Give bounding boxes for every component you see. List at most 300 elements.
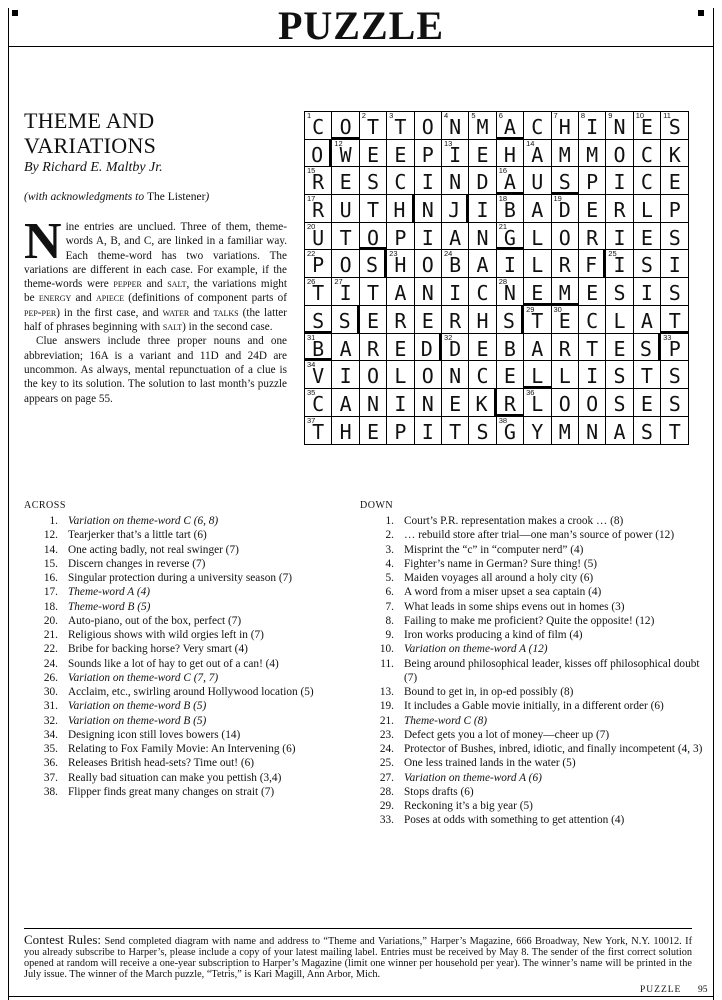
footer-rule [8,996,714,997]
grid-cell[interactable] [552,389,579,417]
grid-letter: S [613,391,626,416]
grid-cell[interactable] [305,140,332,168]
grid-cell[interactable] [387,278,414,306]
grid-letter: E [339,170,352,195]
grid-cell[interactable] [360,112,387,140]
grid-letter: I [613,253,626,278]
grid-cell[interactable] [332,112,359,140]
grid-cell[interactable] [332,389,359,417]
grid-cell[interactable] [524,417,551,445]
grid-cell[interactable] [305,361,332,389]
down-clue [360,699,710,713]
grid-cell[interactable] [360,361,387,389]
grid-cell[interactable] [305,417,332,445]
grid-cell[interactable] [661,334,688,362]
grid-cell[interactable] [442,112,469,140]
grid-cell[interactable] [661,389,688,417]
grid-cell[interactable] [579,306,606,334]
grid-letter: L [531,391,544,416]
across-clue [24,514,354,528]
clue-text: Fighter’s name in German? Sure thing! (5) [404,557,598,570]
grid-cell[interactable] [305,223,332,251]
clue-text: Sounds like a lot of hay to get out of a can! (4) [68,657,279,670]
grid-letter: O [586,391,599,416]
grid-cell[interactable] [442,278,469,306]
grid-letter: H [393,198,406,223]
grid-cell[interactable] [524,334,551,362]
grid-cell[interactable] [387,334,414,362]
grid-cell[interactable] [305,167,332,195]
grid-letter: D [558,198,571,223]
grid-letter: E [531,281,544,306]
clue-number: 9 [608,111,613,120]
ack-suffix: ) [205,191,210,203]
grid-cell[interactable] [634,167,661,195]
grid-cell[interactable] [469,361,496,389]
grid-letter: T [312,281,325,306]
grid-letter: A [339,336,352,361]
grid-cell[interactable] [360,306,387,334]
example-word: salt [162,321,183,334]
clue-num: 6. [385,586,394,599]
grid-cell[interactable] [552,195,579,223]
grid-letter: I [421,419,434,444]
down-clue [360,771,710,785]
grid-cell[interactable] [360,278,387,306]
grid-cell[interactable] [552,112,579,140]
clue-number: 5 [471,111,476,120]
grid-cell[interactable] [497,361,524,389]
grid-letter: P [312,253,325,278]
grid-letter: E [558,308,571,333]
down-clue [360,742,710,756]
grid-cell[interactable] [552,417,579,445]
clue-text: A word from a miser upset a sea captain (4) [404,586,602,599]
grid-cell[interactable] [497,334,524,362]
grid-cell[interactable] [579,334,606,362]
clue-num: 35. [43,743,58,755]
grid-cell[interactable] [305,278,332,306]
grid-letter: T [531,308,544,333]
grid-cell[interactable] [524,361,551,389]
intro-text-run: ) in the second case. [182,321,273,334]
grid-cell[interactable] [606,112,633,140]
across-clue [24,571,354,585]
grid-cell[interactable] [497,223,524,251]
grid-letter: V [312,364,325,389]
grid-cell[interactable] [360,140,387,168]
clue-num: 21. [379,714,394,727]
grid-cell[interactable] [552,278,579,306]
clue-num: 13. [379,686,394,698]
grid-letter: S [668,391,681,416]
grid-cell[interactable] [552,140,579,168]
grid-cell[interactable] [332,334,359,362]
example-word: pep-per [24,306,57,319]
grid-cell[interactable] [415,306,442,334]
grid-cell[interactable] [360,167,387,195]
clue-number: 29 [526,304,535,314]
grid-cell[interactable] [387,140,414,168]
grid-cell[interactable] [606,195,633,223]
grid-cell[interactable] [661,223,688,251]
grid-cell[interactable] [606,306,633,334]
grid-cell[interactable] [332,417,359,445]
grid-cell[interactable] [524,195,551,223]
grid-cell[interactable] [634,361,661,389]
grid-cell[interactable] [442,140,469,168]
clue-text: What leads in some ships evens out in homes (3) [404,600,625,613]
clue-text: Court’s P.R. representation makes a crook … (8) [404,515,624,527]
across-clue [24,614,354,628]
grid-cell[interactable] [497,112,524,140]
grid-cell[interactable] [524,306,551,334]
down-clue [360,813,710,827]
grid-cell[interactable] [305,389,332,417]
grid-letter: B [503,336,516,361]
clue-num: 1. [49,515,58,527]
clue-number: 1 [307,111,312,120]
grid-cell[interactable] [497,417,524,445]
clue-text: Auto-piano, out of the box, perfect (7) [68,614,242,627]
grid-cell[interactable] [661,250,688,278]
clue-text: Bribe for backing horse? Very smart (4) [68,643,248,656]
clue-num: 28. [379,785,394,798]
intro-paragraph-2: Clue answers include three proper nouns and one abbreviation; 16A is a variant and 11D and 24D are uncommon. As always, mental repunctuation of a clue is the key to its solution. The solution to last month’s puzzle appears on page 55. [24,335,287,405]
page-title: PUZZLE [277,3,445,48]
grid-cell[interactable] [524,278,551,306]
grid-cell[interactable] [497,250,524,278]
grid-cell[interactable] [497,140,524,168]
grid-letter: M [558,142,571,167]
grid-cell[interactable] [524,167,551,195]
grid-cell[interactable] [497,389,524,417]
grid-letter: G [503,419,516,444]
grid-cell[interactable] [332,140,359,168]
grid-letter: N [613,115,626,139]
clue-number: 3 [389,111,394,120]
grid-cell[interactable] [606,361,633,389]
grid-letter: C [586,308,599,333]
grid-cell[interactable] [360,223,387,251]
clue-text: One less trained lands in the water (5) [404,757,576,770]
grid-cell[interactable] [579,195,606,223]
grid-letter: A [503,115,516,139]
grid-cell[interactable] [552,223,579,251]
grid-cell[interactable] [579,250,606,278]
clue-number: 30 [553,304,562,314]
grid-letter: N [449,170,462,195]
grid-letter: E [366,419,379,444]
grid-letter: H [394,253,407,278]
grid-cell[interactable] [661,417,688,445]
grid-cell[interactable] [497,195,524,223]
puzzle-title: THEME AND VARIATIONS [24,108,157,158]
grid-cell[interactable] [415,278,442,306]
grid-cell[interactable] [606,140,633,168]
grid-cell[interactable] [415,167,442,195]
grid-letter: T [668,419,681,444]
clue-num: 30. [43,686,58,698]
grid-cell[interactable] [469,278,496,306]
grid-cell[interactable] [469,195,496,223]
down-clue [360,614,710,628]
clue-number: 24 [443,249,453,259]
down-clue [360,628,710,642]
grid-cell[interactable] [442,389,469,417]
clue-num: 5. [385,572,394,584]
grid-cell[interactable] [661,361,688,389]
grid-cell[interactable] [606,389,633,417]
grid-cell[interactable] [469,140,496,168]
grid-cell[interactable] [387,361,414,389]
grid-cell[interactable] [332,223,359,251]
grid-cell[interactable] [661,140,688,168]
grid-letter: S [338,308,351,333]
grid-cell[interactable] [469,167,496,195]
grid-letter: I [339,281,352,306]
grid-cell[interactable] [415,195,442,223]
down-clue-list [360,514,710,828]
grid-cell[interactable] [524,140,551,168]
grid-letter: C [531,115,544,139]
grid-cell[interactable] [415,361,442,389]
grid-letter: N [476,225,489,250]
grid-cell[interactable] [497,167,524,195]
grid-cell[interactable] [579,167,606,195]
clue-num: 38. [43,785,58,798]
grid-cell[interactable] [442,195,469,223]
grid-letter: T [366,281,379,306]
clue-num: 4. [385,557,394,570]
clue-num: 16. [43,572,58,584]
grid-cell[interactable] [360,417,387,445]
grid-cell[interactable] [360,334,387,362]
grid-cell[interactable] [469,250,496,278]
grid-cell[interactable] [661,278,688,306]
grid-cell[interactable] [360,250,387,278]
grid-cell[interactable] [634,334,661,362]
grid-cell[interactable] [442,250,469,278]
grid-cell[interactable] [305,306,332,334]
grid-cell[interactable] [634,223,661,251]
grid-letter: I [586,115,599,139]
grid-cell[interactable] [360,195,387,223]
grid-cell[interactable] [497,278,524,306]
across-clue [24,585,354,599]
clue-text: Being around philosophical leader, kisses off philosophical doubt (7) [404,657,700,684]
grid-cell[interactable] [661,167,688,195]
grid-cell[interactable] [606,223,633,251]
grid-cell[interactable] [634,250,661,278]
grid-cell[interactable] [606,167,633,195]
grid-letter: R [613,198,626,223]
grid-cell[interactable] [497,306,524,334]
grid-cell[interactable] [634,306,661,334]
grid-letter: L [531,225,544,250]
grid-cell[interactable] [606,250,633,278]
across-clue [24,756,354,770]
grid-letter: S [613,281,626,306]
clue-number: 22 [307,249,316,259]
grid-letter: O [558,225,571,250]
clue-text: Bound to get in, in op-ed possibly (8) [404,686,574,698]
clue-text: Variation on theme-word B (5) [68,700,207,713]
grid-letter: N [449,115,462,139]
grid-letter: L [558,364,571,389]
grid-letter: T [668,308,681,333]
grid-cell[interactable] [579,417,606,445]
grid-letter: I [476,198,489,223]
grid-cell[interactable] [524,389,551,417]
grid-cell[interactable] [524,250,551,278]
grid-cell[interactable] [415,417,442,445]
across-clue [24,543,354,557]
grid-letter: A [640,308,653,333]
grid-cell[interactable] [606,334,633,362]
grid-cell[interactable] [387,195,414,223]
grid-cell[interactable] [415,223,442,251]
drop-cap: N [24,213,62,270]
clue-text: Theme-word A (4) [68,586,151,599]
clue-number: 23 [389,249,398,259]
grid-letter: A [339,391,352,416]
clue-number: 37 [307,415,316,425]
grid-cell[interactable] [579,389,606,417]
grid-letter: H [558,115,571,139]
down-clue [360,514,710,528]
clue-num: 14. [43,543,58,556]
grid-letter: T [394,115,407,139]
grid-cell[interactable] [634,278,661,306]
clue-text: Discern changes in reverse (7) [68,557,206,570]
grid-cell[interactable] [469,334,496,362]
grid-cell[interactable] [387,250,414,278]
clue-text: Misprint the “c” in “computer nerd” (4) [404,543,584,556]
grid-letter: O [421,364,434,389]
example-word: talks [213,306,239,319]
grid-cell[interactable] [442,306,469,334]
down-clue [360,785,710,799]
grid-letter: T [366,115,379,139]
grid-cell[interactable] [387,167,414,195]
grid-cell[interactable] [469,389,496,417]
grid-cell[interactable] [469,306,496,334]
clue-num: 17. [43,586,58,599]
grid-cell[interactable] [579,278,606,306]
clue-num: 33. [379,814,394,827]
grid-cell[interactable] [442,417,469,445]
grid-letter: E [613,336,626,361]
grid-cell[interactable] [387,306,414,334]
grid-cell[interactable] [634,417,661,445]
grid-cell[interactable] [634,195,661,223]
clue-number: 11 [663,111,671,120]
grid-cell[interactable] [579,112,606,140]
grid-cell[interactable] [524,223,551,251]
grid-cell[interactable] [661,195,688,223]
grid-cell[interactable] [387,223,414,251]
grid-cell[interactable] [387,389,414,417]
clue-number: 35 [307,387,316,397]
grid-cell[interactable] [606,417,633,445]
grid-cell[interactable] [469,417,496,445]
clue-number: 14 [526,138,535,148]
grid-letter: P [586,170,599,195]
grid-cell[interactable] [387,112,414,140]
grid-cell[interactable] [579,223,606,251]
grid-cell[interactable] [634,389,661,417]
grid-letter: N [421,281,434,306]
grid-cell[interactable] [360,389,387,417]
grid-cell[interactable] [415,389,442,417]
grid-cell[interactable] [442,334,469,362]
grid-cell[interactable] [415,250,442,278]
grid-cell[interactable] [332,195,359,223]
grid-letter: S [476,419,489,444]
grid-letter: T [640,364,653,389]
grid-letter: C [394,170,407,195]
grid-cell[interactable] [415,334,442,362]
grid-cell[interactable] [634,140,661,168]
grid-cell[interactable] [387,417,414,445]
grid-cell[interactable] [305,334,332,362]
grid-letter: I [449,142,462,167]
down-clue [360,528,710,542]
grid-cell[interactable] [305,195,332,223]
grid-letter: A [531,198,544,223]
clue-text: Maiden voyages all around a holy city (6) [404,572,594,584]
grid-cell[interactable] [634,112,661,140]
grid-cell[interactable] [442,167,469,195]
grid-cell[interactable] [332,250,359,278]
grid-letter: P [394,225,407,250]
grid-cell[interactable] [661,112,688,140]
grid-cell[interactable] [524,112,551,140]
clue-text: Poses at odds with something to get attention (4) [404,814,625,827]
grid-cell[interactable] [332,361,359,389]
clue-num: 1. [385,515,394,527]
grid-cell[interactable] [305,112,332,140]
clue-number: 17 [307,194,316,204]
grid-cell[interactable] [552,334,579,362]
grid-letter: T [339,225,352,250]
grid-cell[interactable] [305,250,332,278]
grid-cell[interactable] [552,306,579,334]
grid-cell[interactable] [606,278,633,306]
grid-cell[interactable] [552,250,579,278]
clue-num: 29. [379,800,394,812]
grid-cell[interactable] [415,112,442,140]
grid-cell[interactable] [661,306,688,334]
grid-letter: S [613,364,626,389]
grid-cell[interactable] [579,361,606,389]
grid-cell[interactable] [442,361,469,389]
grid-letter: S [640,253,653,278]
grid-cell[interactable] [552,167,579,195]
grid-cell[interactable] [332,167,359,195]
grid-cell[interactable] [332,278,359,306]
grid-cell[interactable] [469,223,496,251]
intro-text-run: and [141,278,168,291]
grid-cell[interactable] [332,306,359,334]
grid-cell[interactable] [415,140,442,168]
grid-letter: E [421,308,434,333]
grid-cell[interactable] [469,112,496,140]
grid-cell[interactable] [552,361,579,389]
grid-cell[interactable] [442,223,469,251]
grid-cell[interactable] [579,140,606,168]
